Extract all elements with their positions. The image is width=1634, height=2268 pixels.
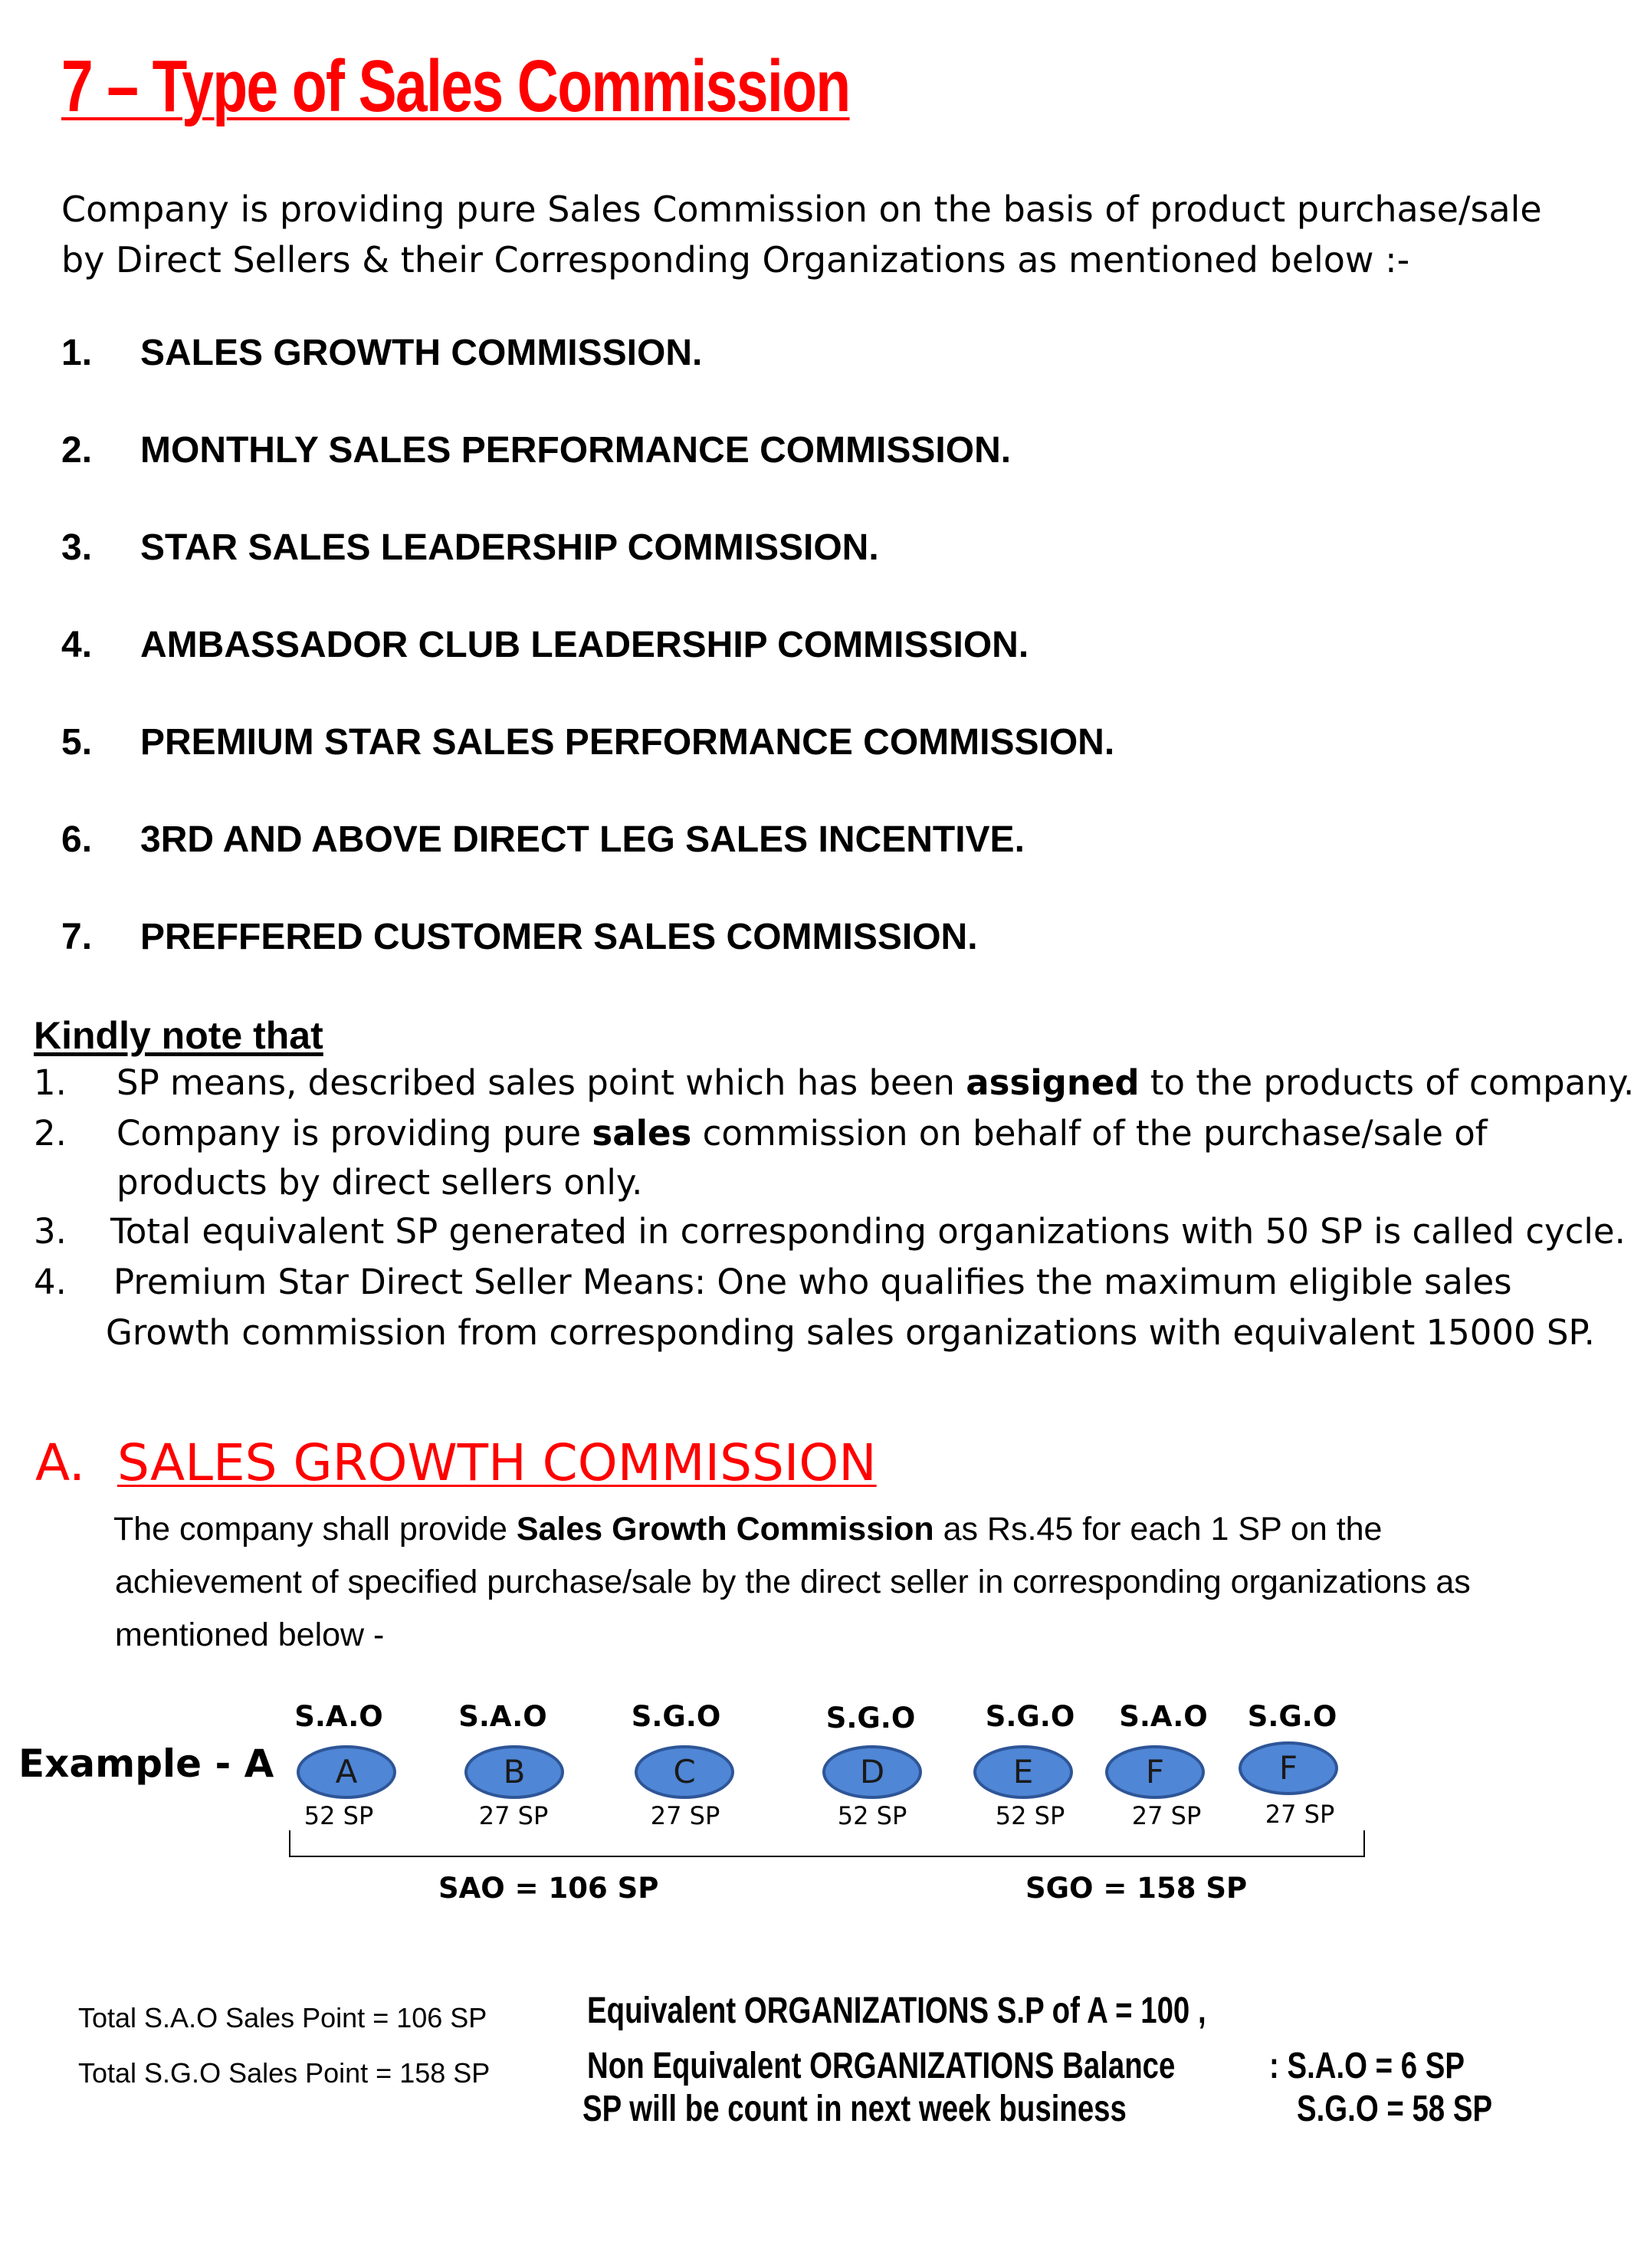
sao-total: SAO = 106 SP (438, 1872, 659, 1905)
item-number: 7. (61, 917, 93, 957)
item-number: 2. (61, 430, 93, 471)
commission-item (61, 916, 978, 958)
commission-item (61, 332, 702, 374)
commission-item (61, 721, 1114, 763)
item-number: 6. (61, 819, 93, 860)
total-sao: Total S.A.O Sales Point = 106 SP (78, 2002, 487, 2033)
node-type-label: S.G.O (985, 1700, 1075, 1733)
node-sp-label: 27 SP (650, 1801, 720, 1830)
node-type-label: S.A.O (294, 1700, 383, 1733)
node-sp-label: 52 SP (995, 1801, 1065, 1830)
item-number: 3. (61, 527, 93, 568)
item-label: PREFFERED CUSTOMER SALES COMMISSION. (140, 917, 978, 957)
note-text-continued: Growth commission from corresponding sales organizations with equivalent 15000 SP. (106, 1312, 1595, 1353)
note-text-continued: products by direct sellers only. (116, 1162, 643, 1203)
node-type-label: S.G.O (631, 1700, 721, 1733)
carry-forward-note: SP will be count in next week business (582, 2089, 1127, 2129)
non-equivalent-balance: Non Equivalent ORGANIZATIONS Balance (587, 2046, 1176, 2086)
node-type-label: S.G.O (825, 1702, 916, 1735)
balance-sgo: S.G.O = 58 SP (1297, 2089, 1493, 2129)
section-description: The company shall provide Sales Growth Commission as Rs.45 for each 1 SP on the (113, 1511, 1383, 1548)
item-number: 5. (61, 722, 93, 763)
node-b: B (464, 1745, 564, 1799)
item-number: 4. (61, 625, 93, 665)
node-a: A (297, 1745, 396, 1799)
node-sp-label: 27 SP (1131, 1801, 1202, 1830)
node-sp-label: 52 SP (304, 1801, 374, 1830)
intro-line: Company is providing pure Sales Commission on the basis of product purchase/sale (61, 189, 1542, 230)
node-f: F (1105, 1745, 1205, 1799)
item-label: SALES GROWTH COMMISSION. (140, 333, 703, 373)
intro-paragraph (61, 184, 1542, 285)
section-description-line: mentioned below - (115, 1616, 385, 1653)
node-sp-label: 27 SP (478, 1801, 549, 1830)
note-text: Premium Star Direct Seller Means: One who qualifies the maximum eligible sales (113, 1262, 1512, 1302)
note-number: 4. (34, 1262, 67, 1302)
item-label: PREMIUM STAR SALES PERFORMANCE COMMISSION. (140, 722, 1115, 763)
node-type-label: S.A.O (458, 1700, 547, 1733)
item-number: 1. (61, 333, 93, 373)
section-heading: A. SALES GROWTH COMMISSION (35, 1433, 877, 1492)
node-e: E (973, 1745, 1073, 1799)
node-sp-label: 52 SP (837, 1801, 907, 1830)
page-title: 7 – Type of Sales Commission (61, 45, 850, 127)
note-number: 2. (34, 1113, 67, 1154)
node-c: C (635, 1745, 734, 1799)
node-type-label: S.A.O (1119, 1700, 1208, 1733)
commission-item (61, 429, 1011, 471)
intro-line: by Direct Sellers & their Corresponding Organizations as mentioned below :- (61, 239, 1410, 281)
kindly-note-heading: Kindly note that (34, 1014, 323, 1057)
item-label: MONTHLY SALES PERFORMANCE COMMISSION. (140, 430, 1012, 471)
commission-item (61, 819, 1025, 861)
note-number: 1. (34, 1062, 67, 1103)
commission-item (61, 527, 879, 569)
node-d: D (822, 1745, 922, 1799)
section-description-line: achievement of specified purchase/sale by the direct seller in corresponding organizations as (115, 1564, 1471, 1600)
node-sp-label: 27 SP (1265, 1800, 1335, 1829)
sgo-total: SGO = 158 SP (1025, 1872, 1248, 1905)
node-f-second: F (1239, 1741, 1338, 1795)
note-text: SP means, described sales point which has been assigned to the products of company. (116, 1062, 1634, 1103)
item-label: STAR SALES LEADERSHIP COMMISSION. (140, 527, 879, 568)
balance-sao: : S.A.O = 6 SP (1269, 2046, 1465, 2086)
equivalent-sp: Equivalent ORGANIZATIONS S.P of A = 100 , (587, 1991, 1206, 2031)
grouping-bracket (284, 1824, 1372, 1870)
item-label: AMBASSADOR CLUB LEADERSHIP COMMISSION. (140, 625, 1029, 665)
node-type-label: S.G.O (1247, 1700, 1337, 1733)
note-number: 3. (34, 1211, 67, 1252)
item-label: 3RD AND ABOVE DIRECT LEG SALES INCENTIVE. (140, 819, 1025, 860)
note-text: Total equivalent SP generated in corresponding organizations with 50 SP is called cycle. (110, 1211, 1626, 1252)
note-text: Company is providing pure sales commission on behalf of the purchase/sale of (116, 1113, 1488, 1154)
total-sgo: Total S.G.O Sales Point = 158 SP (78, 2057, 491, 2089)
commission-item (61, 624, 1029, 666)
example-label: Example - A (18, 1741, 274, 1786)
